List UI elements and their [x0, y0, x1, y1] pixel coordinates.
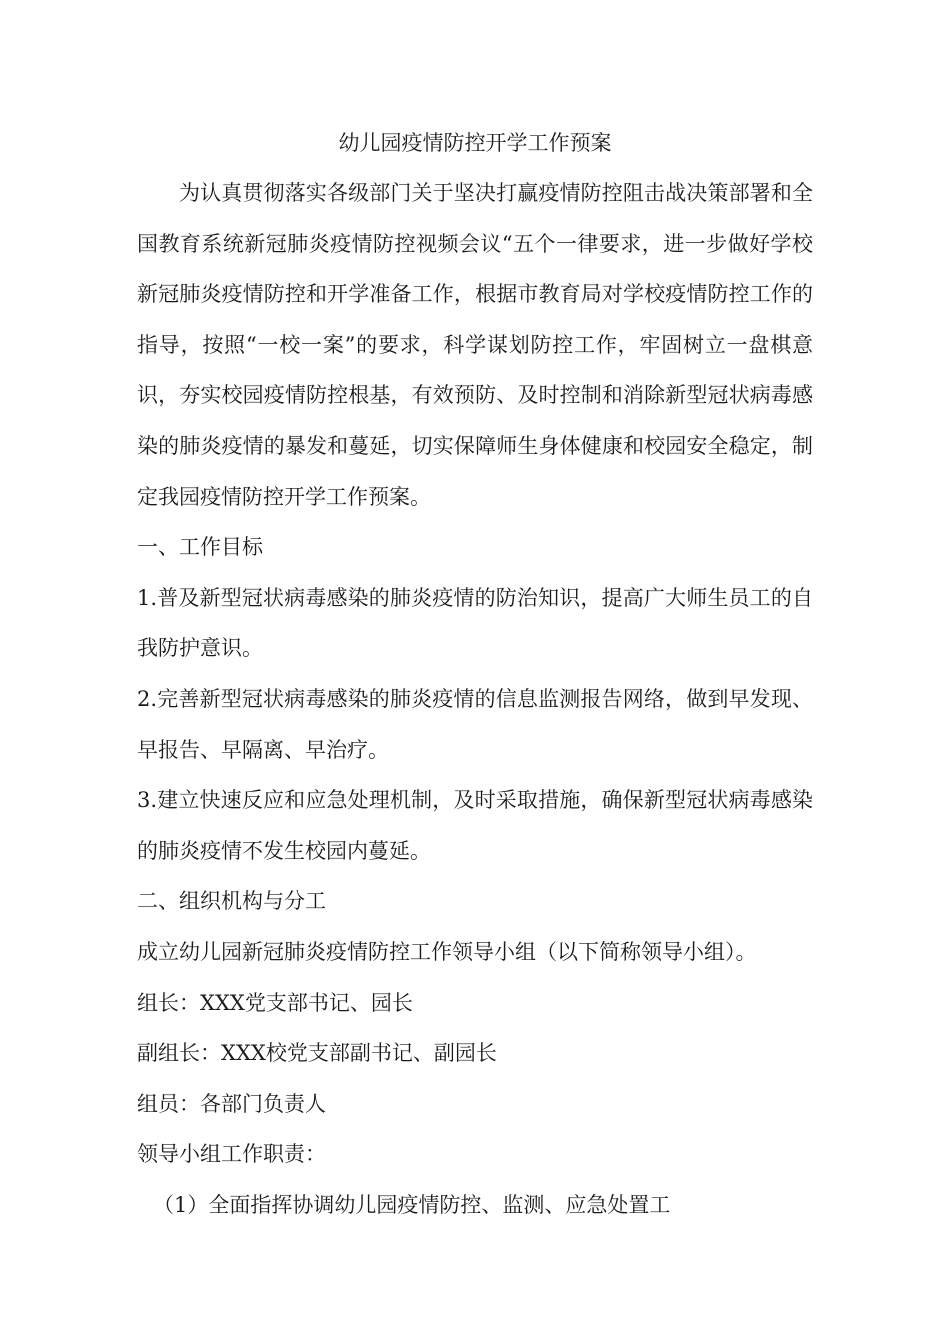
deputy-leader-line: 副组长：XXX校党支部副书记、副园长 [137, 1041, 497, 1066]
section-heading-goals: 一、工作目标 [137, 535, 263, 560]
intro-paragraph: 为认真贯彻落实各级部门关于坚决打赢疫情防控阻击战决策部署和全国教育系统新冠肺炎疫情防控视频会议“五个一律要求，进一步做好学校新冠肺炎疫情防控和开学准备工作，根据市教育局对学校疫情防控工作的指导，按照“一校一案”的要求，科学谋划防控工作，牢固树立一盘棋意识，夯实校园疫情防控根基，有效预防、及时控制和消除新型冠状病毒感染的肺炎疫情的暴发和蔓延，切实保障师生身体健康和校园安全稳定，制定我园疫情防控开学工作预案。 [137, 181, 813, 509]
members-line: 组员：各部门负责人 [137, 1091, 326, 1116]
document-body [137, 118, 813, 1230]
duties-heading: 领导小组工作职责： [137, 1142, 326, 1167]
goal-item-1: 1.普及新型冠状病毒感染的肺炎疫情的防治知识，提高广大师生员工的自我防护意识。 [137, 585, 813, 661]
goal-item-2: 2.完善新型冠状病毒感染的肺炎疫情的信息监测报告网络，做到早发现、早报告、早隔离、早治疗。 [137, 686, 813, 762]
org-intro-paragraph: 成立幼儿园新冠肺炎疫情防控工作领导小组（以下简称领导小组）。 [137, 939, 757, 964]
goal-item-3: 3.建立快速反应和应急处理机制，及时采取措施，确保新型冠状病毒感染的肺炎疫情不发生校园内蔓延。 [137, 788, 813, 863]
section-heading-organization: 二、组织机构与分工 [137, 889, 326, 914]
leader-line: 组长：XXX党支部书记、园长 [137, 990, 413, 1015]
document-title: 幼儿园疫情防控开学工作预案 [338, 131, 612, 155]
duty-item-1: （1）全面指挥协调幼儿园疫情防控、监测、应急处置工 [153, 1192, 671, 1217]
